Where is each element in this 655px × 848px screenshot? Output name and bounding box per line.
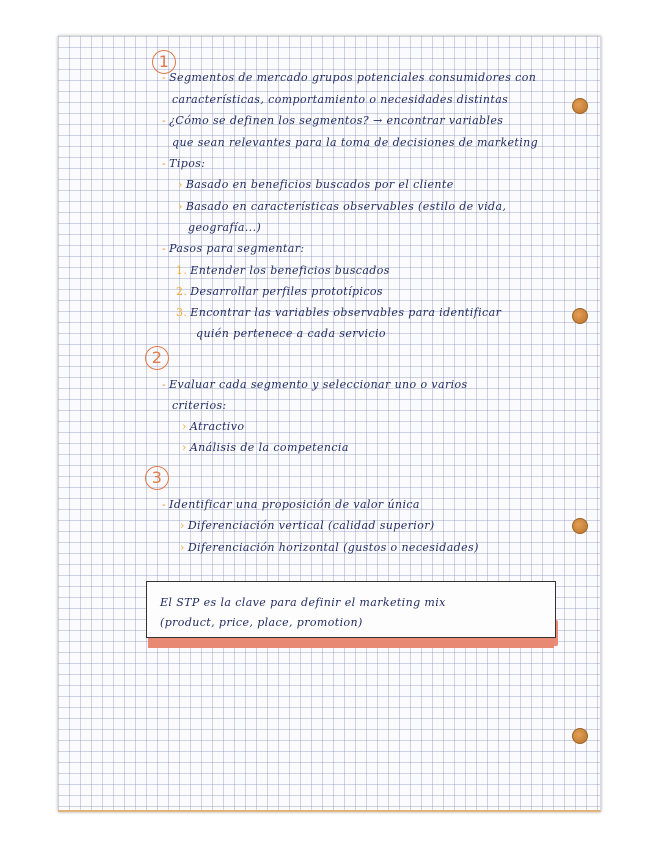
bullet-mark: 2. (176, 285, 188, 298)
note-text: Basado en beneficios buscados por el cliente (185, 178, 454, 191)
note-text: Análisis de la competencia (189, 441, 349, 454)
note-text: Diferenciación horizontal (gustos o necesidades) (187, 541, 479, 554)
dash-mark: - (162, 378, 167, 391)
note-line (176, 285, 383, 299)
note-text: ¿Cómo se definen los segmentos? → encontrar variables (169, 114, 504, 127)
bullet-mark: › (182, 420, 187, 433)
dash-mark: - (162, 157, 167, 170)
note-text: Evaluar cada segmento y seleccionar uno o varios (169, 378, 468, 391)
note-text: criterios: (172, 399, 227, 412)
note-line (178, 200, 506, 214)
bullet-mark: 3. (176, 306, 188, 319)
note-text: Entender los beneficios buscados (190, 264, 390, 277)
callout-line-1: El STP es la clave para definir el marketing mix (160, 596, 446, 609)
note-line (180, 541, 479, 555)
bullet-mark: › (178, 200, 183, 213)
note-text: Desarrollar perfiles prototípicos (190, 285, 383, 298)
note-text: Segmentos de mercado grupos potenciales consumidores con (169, 71, 537, 84)
note-text: Tipos: (169, 157, 206, 170)
note-line (176, 264, 390, 278)
note-line (172, 399, 227, 413)
note-text: que sean relevantes para la toma de decisiones de marketing (172, 136, 539, 149)
note-line (162, 498, 420, 512)
section-number: 3 (145, 466, 169, 490)
bullet-mark: › (180, 519, 185, 532)
note-text: Atractivo (189, 420, 245, 433)
note-line (162, 71, 536, 85)
callout-line-2: (product, price, place, promotion) (160, 616, 363, 629)
note-text: Pasos para segmentar: (169, 242, 305, 255)
note-line (182, 441, 349, 455)
note-text: Basado en características observables (estilo de vida, (185, 200, 507, 213)
dash-mark: - (162, 114, 167, 127)
note-line (172, 93, 508, 107)
note-text: Diferenciación vertical (calidad superior) (187, 519, 435, 532)
note-line (176, 306, 501, 320)
note-line (188, 221, 261, 235)
note-line (196, 327, 386, 341)
section-number: 2 (145, 346, 169, 370)
note-text: Encontrar las variables observables para identificar (190, 306, 502, 319)
note-text: quién pertenece a cada servicio (196, 327, 386, 340)
note-line (182, 420, 244, 434)
note-line (162, 157, 205, 171)
bullet-mark: › (182, 441, 187, 454)
note-line (162, 378, 468, 392)
dash-mark: - (162, 242, 167, 255)
note-line (172, 136, 538, 150)
note-line (162, 114, 503, 128)
dash-mark: - (162, 498, 167, 511)
note-line (162, 242, 304, 256)
section-number: 1 (152, 50, 176, 74)
note-text: Identificar una proposición de valor única (169, 498, 420, 511)
note-line (178, 178, 454, 192)
bullet-mark: › (180, 541, 185, 554)
bullet-mark: › (178, 178, 183, 191)
note-line (180, 519, 435, 533)
dash-mark: - (162, 71, 167, 84)
bullet-mark: 1. (176, 264, 188, 277)
note-text: características, comportamiento o necesidades distintas (172, 93, 509, 106)
note-text: geografía...) (188, 221, 262, 234)
